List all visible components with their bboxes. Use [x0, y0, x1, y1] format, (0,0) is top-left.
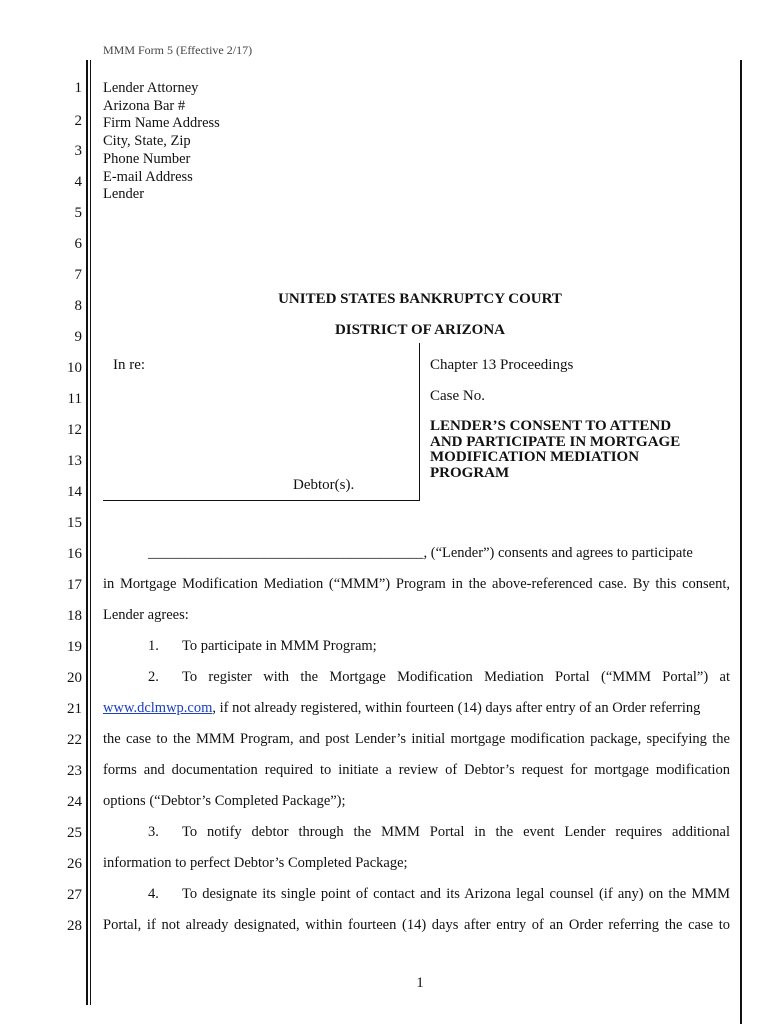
bar-number: Arizona Bar #	[103, 97, 186, 114]
item-number: 2.	[148, 669, 159, 685]
body-line	[103, 700, 730, 717]
line-number: 9	[74, 329, 82, 345]
form-label: MMM Form 5 (Effective 2/17)	[103, 43, 253, 57]
line-number: 22	[67, 732, 82, 748]
line-number: 27	[67, 887, 82, 903]
body-line: the case to the MMM Program, and post Lender’s initial mortgage modification package, specifying the	[103, 731, 730, 747]
line-number: 20	[67, 670, 82, 686]
case-number-label: Case No.	[430, 388, 485, 404]
line-number: 7	[74, 267, 82, 283]
line-number: 24	[67, 794, 82, 810]
document-title-line: MODIFICATION MEDIATION	[430, 449, 640, 465]
court-district: DISTRICT OF ARIZONA	[334, 322, 506, 338]
page-number: 1	[416, 975, 424, 991]
line-number: 14	[67, 484, 82, 500]
document-title-line: AND PARTICIPATE IN MORTGAGE	[430, 433, 681, 450]
city-state-zip: City, State, Zip	[103, 133, 191, 150]
document-title-line: PROGRAM	[430, 464, 510, 481]
line-number: 25	[67, 825, 82, 841]
line-number: 18	[67, 608, 82, 624]
line-number: 1	[74, 80, 82, 96]
left-margin-rule-outer	[86, 60, 88, 1005]
line-number: 10	[67, 360, 82, 376]
attorney-block	[103, 80, 220, 204]
line-number: 21	[67, 701, 82, 717]
line-number: 19	[67, 639, 82, 655]
caption-divider	[419, 343, 420, 501]
item-text: To notify debtor through the MMM Portal in the event Lender requires additional	[182, 824, 730, 840]
line-number: 3	[74, 143, 82, 159]
body-line-rest: , if not already registered, within fourteen (14) days after entry of an Order referring	[212, 700, 701, 716]
line-number: 11	[67, 391, 82, 407]
caption-bottom-rule	[103, 500, 420, 501]
document-title	[430, 419, 680, 481]
line-number: 23	[67, 763, 82, 779]
line-number: 16	[67, 546, 82, 562]
line-number: 12	[67, 422, 82, 438]
line-number: 13	[67, 453, 82, 469]
item-text: To register with the Mortgage Modification Mediation Portal (“MMM Portal”) at	[182, 669, 730, 685]
item-number: 3.	[148, 824, 159, 840]
item-text: To designate its single point of contact and its Arizona legal counsel (if any) on the MMM	[182, 886, 730, 902]
line-number: 5	[74, 205, 82, 221]
item-text: To participate in MMM Program;	[182, 638, 377, 654]
attorney-role: Lender	[103, 186, 145, 203]
portal-link[interactable]: www.dclmwp.com	[103, 700, 213, 716]
line-number: 26	[67, 856, 82, 872]
left-margin-rule-inner	[90, 60, 92, 1005]
debtor-label: Debtor(s).	[293, 477, 355, 493]
attorney-name: Lender Attorney	[103, 80, 199, 96]
body-line: forms and documentation required to initiate a review of Debtor’s request for mortgage modification	[103, 762, 730, 778]
lender-consent-line: ______________________________________, (“Lender”) consents and agrees to participate	[148, 545, 693, 561]
court-name: UNITED STATES BANKRUPTCY COURT	[278, 291, 562, 307]
line-number: 6	[74, 236, 82, 252]
line-number: 4	[74, 174, 82, 190]
body-line: Portal, if not already designated, within fourteen (14) days after entry of an Order referring the case to	[103, 917, 730, 933]
right-margin-rule	[740, 60, 742, 1024]
line-number: 2	[74, 113, 82, 129]
body-line: Lender agrees:	[103, 607, 189, 623]
item-number: 1.	[148, 638, 159, 654]
firm-address: Firm Name Address	[103, 115, 220, 132]
body-line: in Mortgage Modification Mediation (“MMM”) Program in the above-referenced case. By this consent,	[103, 576, 730, 592]
line-number: 8	[74, 298, 82, 314]
chapter-label: Chapter 13 Proceedings	[430, 357, 574, 373]
body-line: information to perfect Debtor’s Completed Package;	[103, 855, 408, 871]
body-line: options (“Debtor’s Completed Package”);	[103, 793, 346, 809]
email-address: E-mail Address	[103, 168, 193, 185]
phone-number: Phone Number	[103, 150, 191, 167]
line-number: 28	[67, 918, 82, 934]
line-number: 17	[67, 577, 82, 593]
line-number: 15	[67, 515, 82, 531]
item-number: 4.	[148, 886, 159, 902]
document-title-line: LENDER’S CONSENT TO ATTEND	[430, 418, 672, 434]
in-re-label: In re:	[113, 357, 146, 373]
